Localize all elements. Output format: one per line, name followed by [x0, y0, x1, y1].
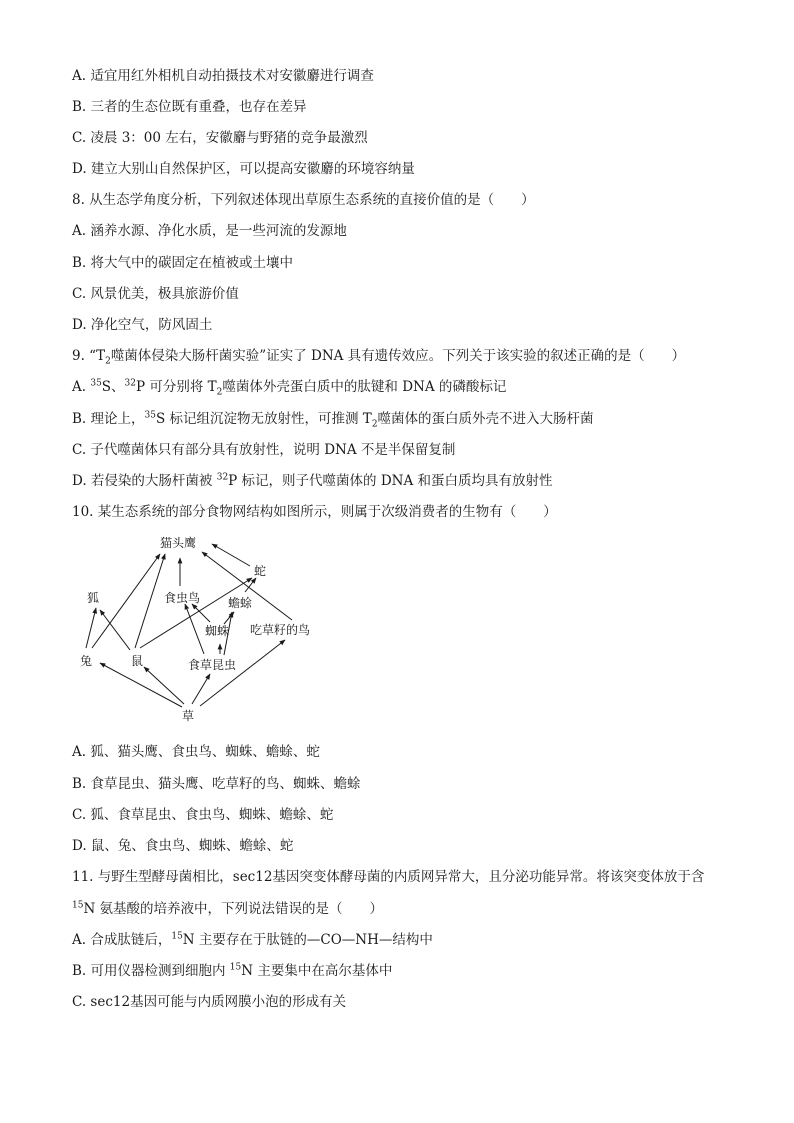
q9-d-sup: 32	[216, 472, 229, 483]
q9-stem-subscript: 2	[105, 356, 111, 367]
arrow-grass-rabbit	[100, 663, 182, 707]
q9-a-sup2: 32	[124, 378, 136, 389]
q9-a-sup1: 35	[90, 378, 102, 389]
q8-option-b: B. 将大气中的碳固定在植被或土壤中	[72, 255, 294, 271]
arrow-rabbit-fox	[86, 608, 96, 648]
q9-option-c: C. 子代噬菌体只有部分具有放射性，说明 DNA 不是半保留复制	[72, 442, 456, 458]
arrow-spider-toad	[224, 612, 234, 624]
q10-stem: 10. 某生态系统的部分食物网结构如图所示，则属于次级消费者的生物有（ ）	[72, 504, 557, 520]
q9-a-sub: 2	[216, 387, 223, 398]
arrow-grass-mouse	[144, 667, 184, 704]
q9-b-text2: 噬菌体的蛋白质外壳不进入大肠杆菌	[377, 411, 594, 427]
q9-b-text1: S 标记组沉淀物无放射性，可推测 T	[155, 411, 372, 427]
q11-option-c: C. sec12基因可能与内质网膜小泡的形成有关	[72, 994, 347, 1010]
q11-stem-text: N 氨基酸的培养液中，下列说法错误的是（ ）	[83, 901, 384, 917]
q9-stem-part2: 噬菌体侵染大肠杆菌实验”证实了 DNA 具有遗传效应。下列关于该实验的叙述正确的是（ ）	[110, 348, 686, 364]
q11-a-prefix: A. 合成肽链后，	[72, 932, 172, 948]
q9-b-sub: 2	[371, 419, 378, 430]
arrow-snake-owl	[212, 544, 250, 566]
arrow-mouse-snake	[140, 578, 252, 648]
q9-option-d	[72, 472, 553, 490]
arrow-grass-herb-insect	[192, 674, 210, 704]
q9-b-sup: 35	[144, 410, 156, 421]
q9-d-prefix: D. 若侵染的大肠杆菌被	[72, 473, 217, 489]
food-web-diagram	[72, 530, 342, 730]
q9-option-a	[72, 378, 506, 396]
q9-stem	[72, 347, 685, 365]
q10-option-a: A. 狐、猫头鹰、食虫鸟、蜘蛛、蟾蜍、蛇	[72, 744, 320, 760]
q10-option-b: B. 食草昆虫、猫头鹰、吃草籽的鸟、蜘蛛、蟾蜍	[72, 776, 361, 792]
q7-option-c: C. 凌晨 3：00 左右，安徽麝与野猪的竞争最激烈	[72, 130, 368, 146]
label-spider: 蜘蛛	[205, 624, 230, 638]
q7-option-d: D. 建立大别山自然保护区，可以提高安徽麝的环境容纳量	[72, 161, 415, 177]
q9-b-prefix: B. 理论上，	[72, 411, 145, 427]
q8-stem: 8. 从生态学角度分析，下列叙述体现出草原生态系统的直接价值的是（ ）	[72, 192, 535, 208]
q7-option-b: B. 三者的生态位既有重叠，也存在差异	[72, 99, 307, 115]
label-insect-bird: 食虫鸟	[164, 591, 201, 605]
q11-stem-line2	[72, 900, 383, 918]
label-rabbit: 兔	[80, 654, 93, 668]
arrow-spider-insect-bird	[192, 604, 210, 622]
q11-a-text: N 主要存在于肽链的—CO—NH—结构中	[182, 932, 433, 948]
q11-stem-line1: 11. 与野生型酵母菌相比，sec12基因突变体酵母菌的内质网异常大，且分泌功能异常。将该突变体放于含	[72, 869, 705, 885]
label-mouse: 鼠	[131, 654, 144, 668]
label-herb-insect: 食草昆虫	[188, 658, 237, 672]
q10-option-d: D. 鼠、兔、食虫鸟、蜘蛛、蟾蜍、蛇	[72, 838, 294, 854]
q11-a-sup: 15	[171, 931, 183, 942]
q8-option-d: D. 净化空气，防风固土	[72, 317, 213, 333]
q9-a-text2: P 可分别将 T	[136, 379, 217, 395]
label-snake: 蛇	[254, 564, 267, 578]
q8-option-c: C. 风景优美，极具旅游价值	[72, 286, 239, 302]
label-owl: 猫头鹰	[160, 536, 197, 550]
arrow-herb-insect-insect-bird	[185, 604, 204, 654]
arrow-grass-seed-bird	[200, 640, 285, 706]
q11-b-text: N 主要集中在高尔基体中	[241, 963, 393, 979]
q9-option-b	[72, 410, 594, 428]
q10-option-c: C. 狐、食草昆虫、食虫鸟、蜘蛛、蟾蜍、蛇	[72, 807, 334, 823]
q7-option-a: A. 适宜用红外相机自动拍摄技术对安徽麝进行调查	[72, 68, 374, 84]
label-toad: 蟾蜍	[228, 596, 253, 610]
arrow-toad-snake	[245, 578, 256, 592]
label-fox: 狐	[87, 591, 100, 605]
q11-option-a	[72, 931, 433, 949]
label-grass: 草	[182, 709, 195, 723]
q11-b-sup: 15	[229, 962, 242, 973]
q11-option-b	[72, 962, 392, 980]
q9-stem-part1: 9. “T	[72, 348, 106, 364]
q8-option-a: A. 涵养水源、净化水质，是一些河流的发源地	[72, 223, 347, 239]
q9-a-prefix: A.	[72, 379, 91, 395]
q11-stem-sup: 15	[72, 900, 84, 911]
q9-d-text1: P 标记，则子代噬菌体的 DNA 和蛋白质均具有放射性	[228, 473, 553, 489]
q9-a-text1: S、	[101, 379, 125, 395]
label-seed-bird: 吃草籽的鸟	[250, 623, 311, 637]
q11-b-prefix: B. 可用仪器检测到细胞内	[72, 963, 230, 979]
q9-a-text3: 噬菌体外壳蛋白质中的肽键和 DNA 的磷酸标记	[222, 379, 507, 395]
